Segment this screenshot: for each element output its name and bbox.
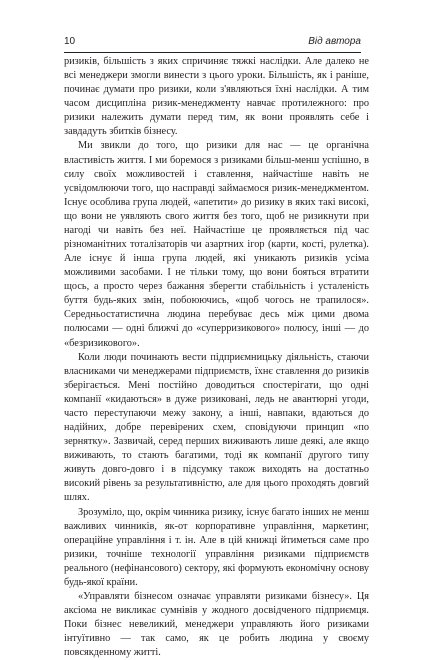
paragraph: «Управляти бізнесом означає управляти ризиками бізнесу». Ця аксіома не викликає сумнівів у жодного досвідченого підприємця. Поки бізнес невеликий, менеджери управляють його ризиками інтуїтивно — так само, як це робить людина у своєму повсякденному житті. [64, 590, 369, 659]
header-rule [64, 52, 361, 53]
paragraph: ризиків, більшість з яких спричиняє тяжкі наслідки. Але далеко не всі менеджери змогли винести з цього уроки. Більшість, як і раніше, починає думати про ризики, коли з'являються їхні наслідки. А тим часом дисципліна ризик-менеджменту навчає протилежного: про ризики належить думати перед тим, як вони проявлять себе і завдадуть збитків бізнесу. [64, 56, 369, 138]
running-title: Від автора [308, 36, 361, 47]
paragraph: Ми звикли до того, що ризики для нас — це органічна властивість життя. І ми боремося з ризиками більш-менш успішно, в силу своїх можливостей і ставлення, найчастіше навіть не усвідомлюючи того, що насправді займаємося ризик-менеджментом. Існує особлива група людей, «апетити» до ризику в яких такі високі, що вони не уявляють свого життя без того, щоб не ризикнути при нагоді чи навіть без неї. Найчастіше це проявляється під час різноманітних тоталізаторів чи азартних ігор (карти, кості, рулетка). Але існує й інша група людей, які уникають ризиків усіма можливими засобами. І не тільки тому, що вони бояться втратити щось, а просто через бажання зберегти стабільність і усталеність буття будь-яких змін, побоюючись, «щоб чогось не трапилося». Середньостатистична людина перебуває десь між цими двома полюсами — одні ближчі до «суперризикового» полюсу, інші — до «безризикового». [64, 140, 369, 349]
paragraph: Зрозуміло, що, окрім чинника ризику, існує багато інших не менш важливих чинників, як-от корпоративне управління, маркетинг, операційне управління і т. ін. Але в цій книжці йтиметься саме про ризики, точніше технології управління ризиками підприємств реального (нефінансового) сектору, які формують економічну основу будь-якої країни. [64, 506, 369, 588]
page-number: 10 [64, 36, 76, 47]
page-header [64, 36, 361, 52]
body-text [64, 55, 369, 660]
paragraph: Коли люди починають вести підприємницьку діяльність, стаючи власниками чи менеджерами підприємств, їхнє ставлення до ризиків зберігається. Мені постійно доводиться спостерігати, що одні компанії «кидаються» в дуже ризиковані, ледь не авантюрні угоди, часто переступаючи межу закону, а інші, навпаки, вдаються до надійних, добре перевірених схем, сповідуючи принцип «по зернятку». Зазвичай, серед перших виживають лише деякі, але якщо виживають, то стають багатими, тоді як компанії другого типу живуть довго-довго і в підсумку також виходять на достатньо високий рівень за результативністю, але для цього проходять довгий шлях. [64, 351, 369, 504]
